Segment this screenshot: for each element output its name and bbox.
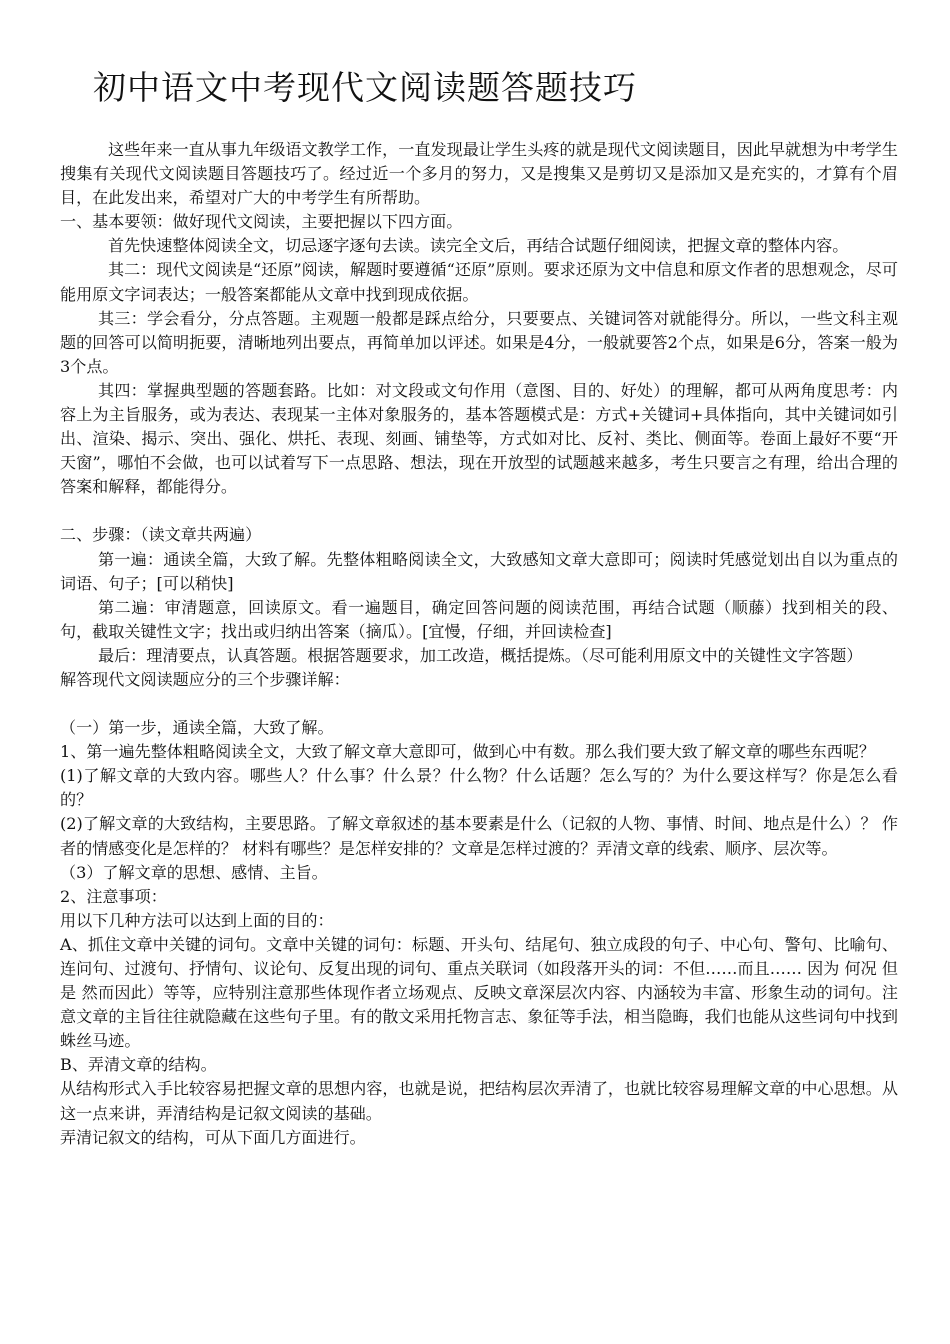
list-item-1: 1、第一遍先整体粗略阅读全文，大致了解文章大意即可，做到心中有数。那么我们要大致了解文章的哪些东西呢？ xyxy=(60,742,875,762)
spacer xyxy=(60,692,898,716)
steps-detail-heading: 解答现代文阅读题应分的三个步骤详解： xyxy=(60,669,350,689)
list-item-structure: (2)了解文章的大致结构，主要思路。了解文章叙述的基本要素是什么（记叙的人物、事情、时间、地点是什么）？ 作者的情感变化是怎样的？ 材料有哪些？是怎样安排的？文章是怎样过渡的？弄清文章的线索、顺序、层次等。 xyxy=(60,814,898,858)
spacer xyxy=(60,499,898,523)
document-title: 初中语文中考现代文阅读题答题技巧 xyxy=(93,68,637,107)
step-final: 最后：理清要点，认真答题。根据答题要求，加工改造，概括提炼。（尽可能利用原文中的关键性文字答题） xyxy=(98,645,863,665)
method-b-heading: B、弄清文章的结构。 xyxy=(60,1055,217,1075)
paragraph-third: 其三：学会看分，分点答题。主观题一般都是踩点给分，只要要点、关键词答对就能得分。所以，一些文科主观题的回答可以简明扼要，清晰地列出要点，再简单加以评述。如果是4分，一般就要答2个点，如果是6分，答案一般为3个点。 xyxy=(60,308,898,376)
section-heading-1: 一、基本要领：做好现代文阅读，主要把握以下四方面。 xyxy=(60,212,463,232)
document-body xyxy=(60,138,898,1150)
list-item-2: 2、注意事项： xyxy=(60,886,167,906)
method-b-text: 从结构形式入手比较容易把握文章的思想内容，也就是说，把结构层次弄清了，也就比较容易理解文章的中心思想。从这一点来讲，弄清结构是记叙文阅读的基础。 xyxy=(60,1079,898,1123)
paragraph-first: 首先快速整体阅读全文，切忌逐字逐句去读。读完全文后，再结合试题仔细阅读，把握文章的整体内容。 xyxy=(108,236,849,256)
intro-paragraph: 这些年来一直从事九年级语文教学工作，一直发现最让学生头疼的就是现代文阅读题目，因此早就想为中考学生搜集有关现代文阅读题目答题技巧了。经过近一个多月的努力，又是搜集又是剪切又是添加又是充实的，才算有个眉目，在此发出来，希望对广大的中考学生有所帮助。 xyxy=(60,140,898,208)
list-item-content: (1)了解文章的大致内容。哪些人？什么事？什么景？什么物？什么话题？怎么写的？为什么要这样写？你是怎么看的？ xyxy=(60,766,898,810)
paragraph-fourth: 其四：掌握典型题的答题套路。比如：对文段或文句作用（意图、目的、好处）的理解，都可从两角度思考：内容上为主旨服务，或为表达、表现某一主体对象服务的，基本答题模式是：方式+关键词+具体指向，其中关键词如引出、渲染、揭示、突出、强化、烘托、表现、刻画、铺垫等，方式如对比、反衬、类比、侧面等。卷面上最好不要“开天窗”，哪怕不会做，也可以试着写下一点思路、想法，现在开放型的试题越来越多，考生只要言之有理，给出合理的答案和解释，都能得分。 xyxy=(60,380,898,497)
method-b-followup: 弄清记叙文的结构，可从下面几方面进行。 xyxy=(60,1127,366,1147)
paragraph-second: 其二：现代文阅读是“还原”阅读，解题时要遵循“还原”原则。要求还原为文中信息和原文作者的思想观念，尽可能用原文字词表达；一般答案都能从文章中找到现成依据。 xyxy=(60,260,898,304)
list-item-theme: （3）了解文章的思想、感情、主旨。 xyxy=(60,862,328,882)
methods-intro: 用以下几种方法可以达到上面的目的： xyxy=(60,910,334,930)
step-second-read: 第二遍：审清题意，回读原文。看一遍题目，确定回答问题的阅读范围，再结合试题（顺藤）找到相关的段、句，截取关键性文字；找出或归纳出答案（摘瓜）。[宜慢，仔细，并回读检查] xyxy=(60,597,898,641)
subsection-heading-1: （一）第一步，通读全篇，大致了解。 xyxy=(60,718,334,738)
step-first-read: 第一遍：通读全篇，大致了解。先整体粗略阅读全文，大致感知文章大意即可；阅读时凭感觉划出自以为重点的词语、句子；[可以稍快] xyxy=(60,549,898,593)
section-heading-2: 二、步骤：（读文章共两遍） xyxy=(60,525,262,545)
method-a: A、抓住文章中关键的词句。文章中关键的词句：标题、开头句、结尾句、独立成段的句子、中心句、警句、比喻句、连问句、过渡句、抒情句、议论句、反复出现的词句、重点关联词（如段落开头的词：不但……而且…… 因为 何况 但是 然而因此）等等，应特别注意那些体现作者立场观点、反映文章深层次内容、内涵较为丰富、形象生动的词句。注意文章的主旨往往就隐藏在这些句子里。有的散文采用托物言志、象征等手法，相当隐晦，我们也能从这些词句中找到蛛丝马迹。 xyxy=(60,934,898,1051)
